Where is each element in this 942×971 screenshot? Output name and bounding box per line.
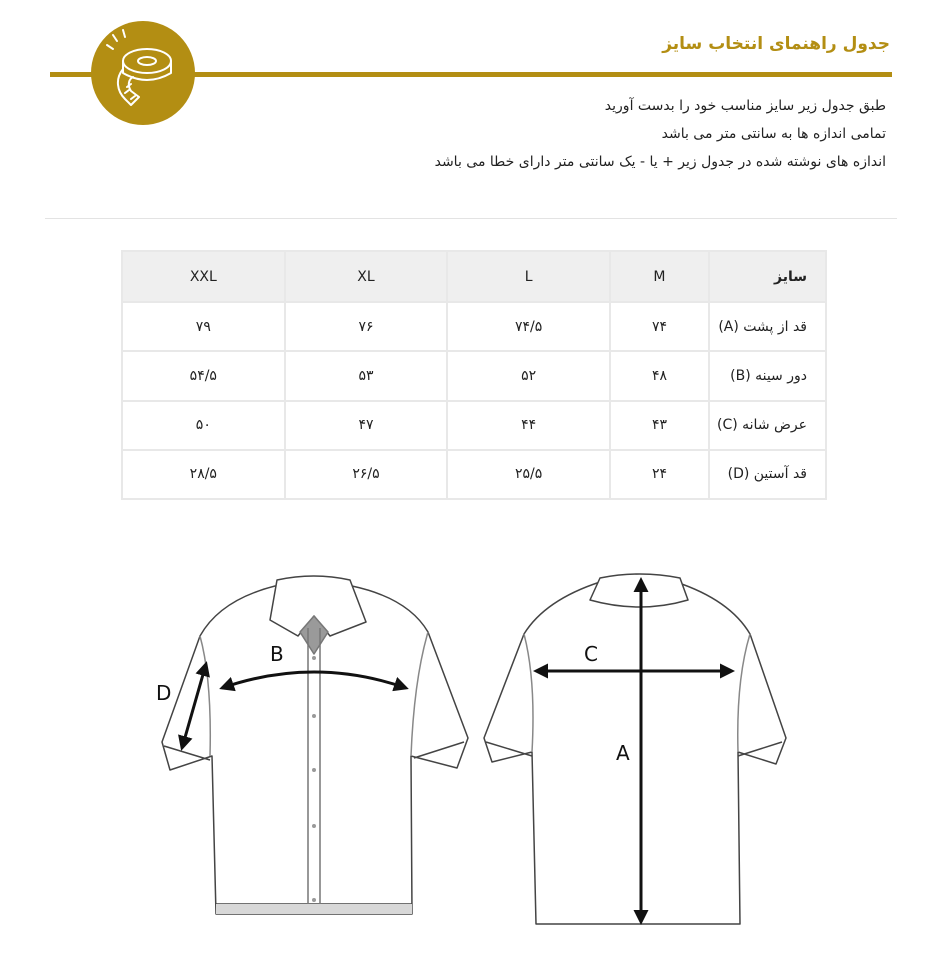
table-cell: ۲۶/۵: [285, 450, 448, 499]
label-b: B: [270, 642, 284, 666]
table-cell: ۲۸/۵: [122, 450, 285, 499]
label-d: D: [156, 681, 172, 705]
table-row: [122, 401, 826, 450]
row-label: قد از پشت (A): [709, 302, 826, 351]
intro-line: تمامی اندازه ها به سانتی متر می باشد: [661, 126, 886, 142]
table-header-row: [122, 251, 826, 302]
table-cell: ۲۵/۵: [447, 450, 610, 499]
table-cell: ۵۴/۵: [122, 351, 285, 400]
section-divider: [45, 218, 897, 219]
measuring-tape-badge: [91, 21, 195, 125]
row-label: عرض شانه (C): [709, 401, 826, 450]
shirt-measurement-diagram: [0, 560, 942, 940]
table-cell: ۷۹: [122, 302, 285, 351]
table-cell: ۵۳: [285, 351, 448, 400]
size-header-xxl: XXL: [122, 251, 285, 302]
size-header-l: L: [447, 251, 610, 302]
table-cell: ۲۴: [610, 450, 709, 499]
table-cell: ۵۲: [447, 351, 610, 400]
table-row: [122, 302, 826, 351]
intro-line: طبق جدول زیر سایز مناسب خود را بدست آورید: [604, 98, 886, 114]
intro-line: اندازه های نوشته شده در جدول زیر + یا - یک سانتی متر دارای خطا می باشد: [434, 154, 886, 170]
front-shirt-illustration: [162, 576, 468, 914]
intro-notes: [435, 94, 886, 178]
row-label: قد آستین (D): [709, 450, 826, 499]
table-row: [122, 450, 826, 499]
row-label: دور سینه (B): [709, 351, 826, 400]
label-a: A: [616, 741, 630, 765]
table-cell: ۴۴: [447, 401, 610, 450]
back-shirt-illustration: [484, 574, 786, 924]
table-cell: ۷۴/۵: [447, 302, 610, 351]
size-header-label: سایز: [709, 251, 826, 302]
size-header-xl: XL: [285, 251, 448, 302]
size-header-m: M: [610, 251, 709, 302]
table-cell: ۴۷: [285, 401, 448, 450]
table-cell: ۷۶: [285, 302, 448, 351]
label-c: C: [584, 642, 598, 666]
table-cell: ۴۸: [610, 351, 709, 400]
table-cell: ۴۳: [610, 401, 709, 450]
size-table: [121, 250, 827, 500]
table-cell: ۵۰: [122, 401, 285, 450]
table-cell: ۷۴: [610, 302, 709, 351]
hem-shading: [216, 904, 412, 914]
table-row: [122, 351, 826, 400]
measuring-tape-icon: [91, 21, 195, 125]
page-title: جدول راهنمای انتخاب سایز: [662, 34, 890, 54]
